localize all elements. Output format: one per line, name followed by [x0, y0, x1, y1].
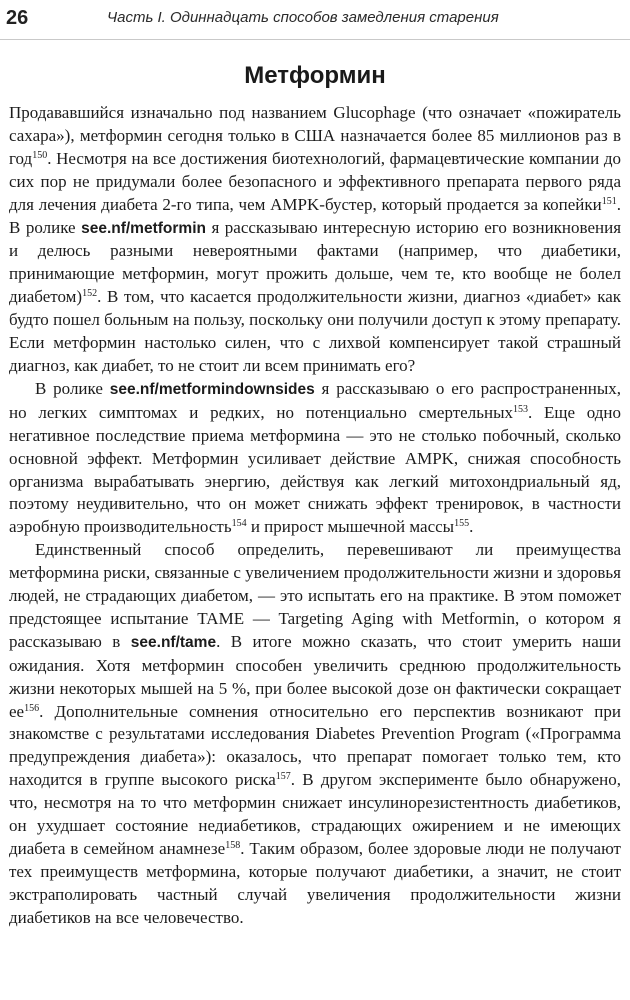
video-link-metformindownsides[interactable]: see.nf/metformindownsides	[109, 380, 315, 398]
body-text	[9, 102, 621, 930]
section-title: Метформин	[244, 62, 386, 89]
text-run: . В другом эксперименте было обнаружено, что, несмотря на то что метформин снижает инсулинорезистентность диабетиков, он ухудшает состояние недиабетиков, страдающих ожирением и не имеющих диабета в семейном анамнезе	[9, 770, 622, 858]
footnote-ref-158: 158	[225, 840, 241, 851]
footnote-ref-153: 153	[513, 403, 528, 415]
footnote-ref-154: 154	[231, 518, 247, 530]
text-run: . В итоге можно сказать, что стоит умерить наши ожидания. Хотя метформин способен увеличить среднюю продолжительность жизни некоторых мышей на 5 %, при более высокой дозе он фактически сокращает ее	[9, 631, 621, 721]
text-run: . Несмотря на все достижения биотехнологий, фармацевтические компании до сих пор не придумали более безопасного и эффективного препарата первого ряда для лечения диабета 2-го типа, чем AMPK-бустер, который продается за копейки	[9, 148, 621, 214]
text-run: и прирост мышечной массы	[246, 517, 455, 537]
page-number: 26	[6, 7, 29, 29]
paragraph-3	[9, 539, 621, 929]
footnote-ref-150: 150	[32, 149, 48, 161]
paragraph-1	[9, 102, 621, 378]
footnote-ref-156: 156	[24, 702, 40, 714]
text-run: . Таким образом, более здоровые люди не получают тех преимуществ метформина, которые получают диабетики, а значит, не стоит экстраполировать частный случай увеличения продолжительности жизни диабетиков на все человечество.	[9, 839, 621, 927]
text-run: я рассказываю о его распространенных, но легких симптомах и редких, но потенциально смертельных	[9, 378, 621, 422]
video-link-metformin[interactable]: see.nf/metformin	[81, 219, 206, 237]
text-run: . Дополнительные сомнения относительно его перспектив возникают при знакомстве с результатами исследования Diabetes Prevention Program («Программа предупреждения диабета»): оказалось, что препарат помогает только тем, кто находится в группе высокого риска	[9, 701, 621, 790]
footnote-ref-151: 151	[601, 195, 617, 207]
text-run: Продававшийся изначально под названием Glucophage (что означает «пожиратель сахара»), метформин сегодня только в США назначается более 85 миллионов раз в год	[9, 103, 621, 168]
video-link-tame[interactable]: see.nf/tame	[130, 633, 217, 651]
footnote-ref-152: 152	[82, 288, 98, 300]
text-run: Единственный способ определить, перевешивают ли преимущества метформина риски, связанные с увеличением продолжительности жизни и здоровья людей, не страдающих диабетом, — это испытать его на практике. В этом поможет предстоящее испытание TAME — Targeting Aging with Metformin, о котором я рассказываю в	[9, 540, 621, 651]
footnote-ref-157: 157	[275, 771, 291, 783]
footnote-ref-155: 155	[454, 518, 470, 530]
paragraph-2	[9, 378, 621, 539]
text-run: .	[469, 517, 474, 537]
text-run: . В ролике	[9, 194, 621, 237]
text-run: В ролике	[35, 378, 110, 398]
running-title: Часть I. Одиннадцать способов замедления старения	[107, 9, 499, 26]
text-run: . Еще одно негативное последствие приема метформина — это не столько побочный, сколько основной эффект. Метформин усиливает действие AMPK, снижая способность организма вырабатывать энергию, действуя как легкий митохондриальный яд, поэтому неудивительно, что он может снижать эффект тренировок, в частности аэробную производительность	[9, 402, 622, 537]
text-run: . В том, что касается продолжительности жизни, диагноз «диабет» как будто пошел больным на пользу, поскольку они получили доступ к этому препарату. Если метформин настолько силен, что с лихвой компенсирует такой страшный диагноз, как диабет, то не стоит ли всем принимать его?	[9, 287, 621, 375]
page-header	[0, 0, 630, 40]
text-run: я рассказываю интересную историю его возникновения и делюсь разными невероятными фактами (например, что диабетики, принимающие метформин, могут прожить дольше, чем те, кто вообще не болел диабетом)	[9, 217, 622, 307]
